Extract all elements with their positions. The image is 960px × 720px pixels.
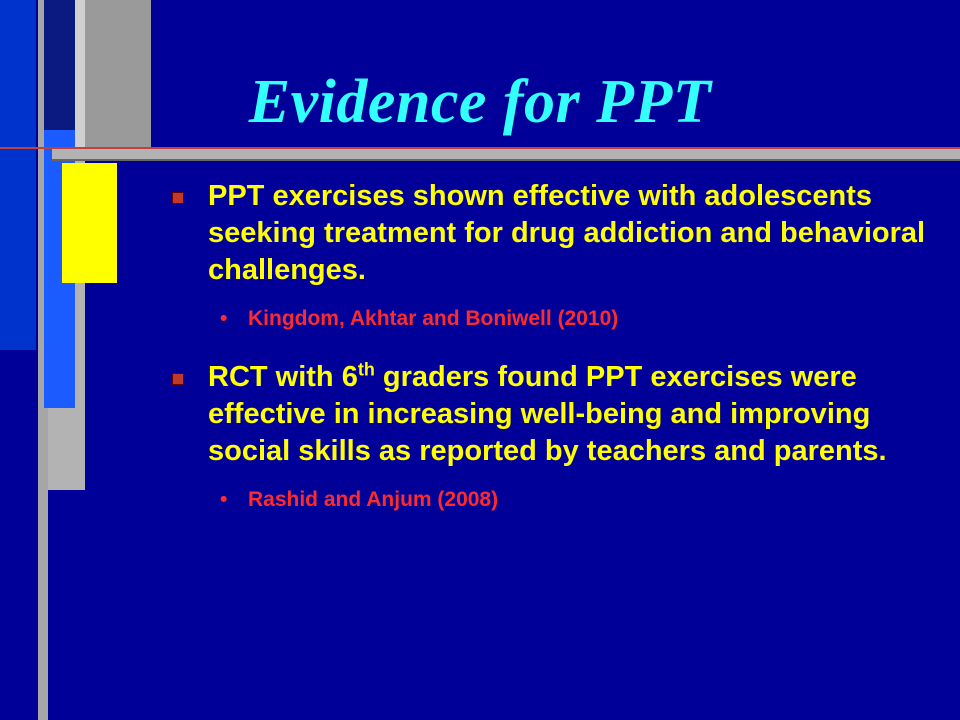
- bullet-dot-icon: •: [220, 488, 228, 511]
- decor-yellow-block: [62, 163, 117, 283]
- slide-content: [172, 178, 942, 514]
- citation-item-1: [172, 305, 942, 333]
- bullet-text-2-sup: th: [357, 359, 375, 380]
- bullet-item-2: [172, 359, 942, 470]
- citation-text-2: Rashid and Anjum (2008): [248, 488, 499, 511]
- decor-dark-rule: [52, 159, 960, 161]
- citation-item-2: [172, 486, 942, 514]
- bullet-item-1: [172, 178, 942, 289]
- square-bullet-icon: [172, 373, 184, 385]
- bullet-text-2a: RCT with 6: [208, 361, 358, 393]
- slide-title: Evidence for PPT: [248, 68, 712, 136]
- bullet-text-1: PPT exercises shown effective with adolescents seeking treatment for drug addiction and behavioral challenges.: [208, 180, 926, 286]
- citation-text-1: Kingdom, Akhtar and Boniwell (2010): [248, 307, 619, 330]
- decor-blue-bar-dark: [0, 0, 36, 350]
- square-bullet-icon: [172, 192, 184, 204]
- bullet-dot-icon: •: [220, 307, 228, 330]
- bullet-text-2b: graders found PPT exercises were effective in increasing well-being and improving social skills as reported by teachers and parents.: [208, 361, 887, 467]
